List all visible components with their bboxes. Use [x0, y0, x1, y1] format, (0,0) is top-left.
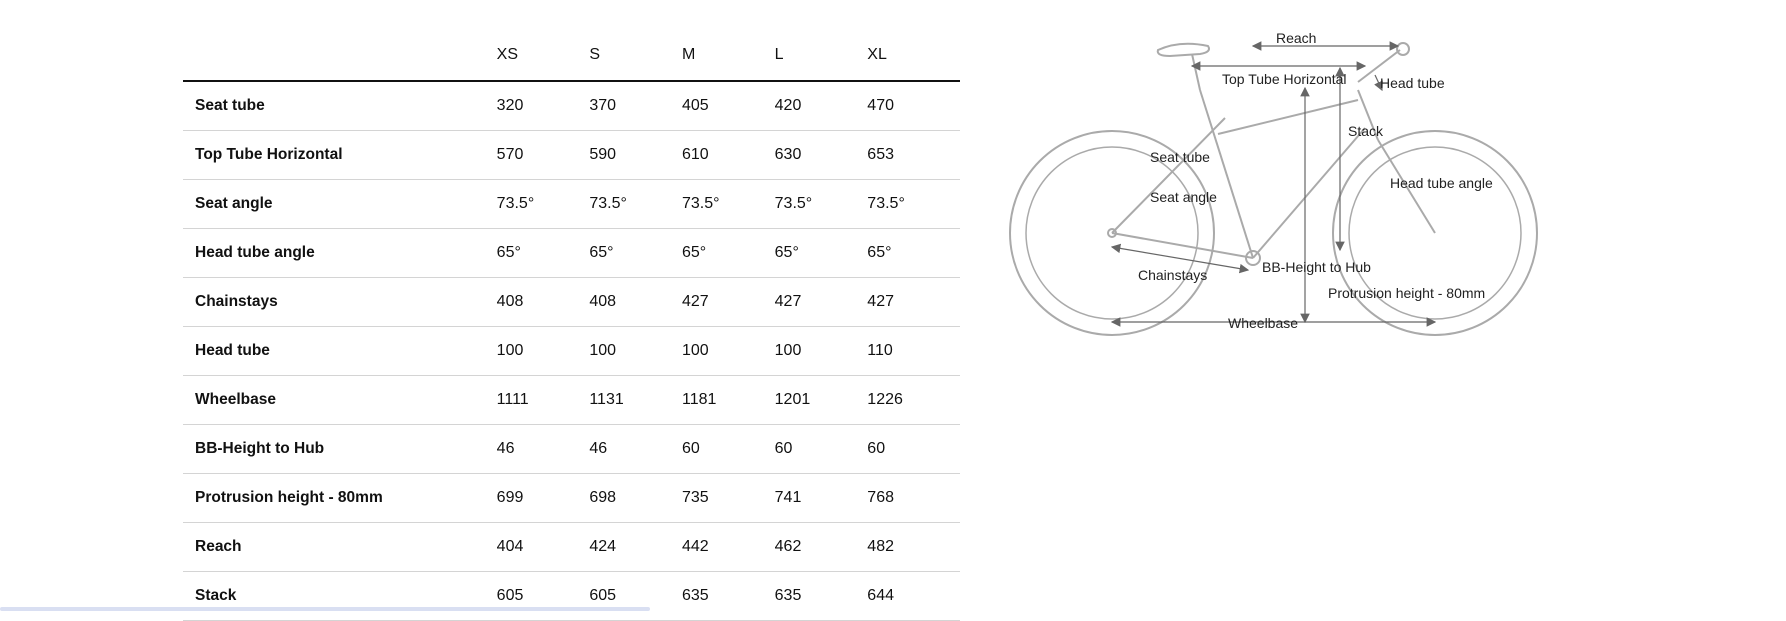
table-row [183, 81, 960, 130]
cell-value: 408 [589, 277, 682, 326]
label-seat-angle: Seat angle [1150, 189, 1217, 205]
cell-value: 65° [497, 228, 590, 277]
table-row [183, 228, 960, 277]
cell-value: 110 [867, 326, 960, 375]
cell-value: 424 [589, 522, 682, 571]
table-row [183, 277, 960, 326]
row-label: Stack [183, 571, 497, 620]
cell-value: 65° [775, 228, 868, 277]
cell-value: 1131 [589, 375, 682, 424]
cell-value: 73.5° [682, 179, 775, 228]
table-row [183, 375, 960, 424]
table-row [183, 326, 960, 375]
cell-value: 427 [682, 277, 775, 326]
table-row [183, 473, 960, 522]
label-bb-height: BB-Height to Hub [1262, 259, 1371, 275]
label-reach: Reach [1276, 30, 1317, 46]
header-size-s: S [589, 30, 682, 81]
cell-value: 73.5° [775, 179, 868, 228]
cell-value: 60 [775, 424, 868, 473]
down-tube [1253, 128, 1365, 258]
table-row [183, 424, 960, 473]
header-size-l: L [775, 30, 868, 81]
cell-value: 635 [775, 571, 868, 620]
table-row [183, 130, 960, 179]
header-empty [183, 30, 497, 81]
cell-value: 635 [682, 571, 775, 620]
label-top-tube: Top Tube Horizontal [1222, 71, 1347, 87]
cell-value: 590 [589, 130, 682, 179]
cell-value: 65° [682, 228, 775, 277]
cell-value: 370 [589, 81, 682, 130]
cell-value: 442 [682, 522, 775, 571]
cell-value: 320 [497, 81, 590, 130]
label-stack: Stack [1348, 123, 1384, 139]
top-tube [1218, 100, 1358, 134]
cell-value: 60 [682, 424, 775, 473]
diagram-labels [1138, 30, 1493, 331]
cell-value: 470 [867, 81, 960, 130]
cell-value: 408 [497, 277, 590, 326]
horizontal-scrollbar[interactable] [0, 607, 650, 611]
label-chainstays: Chainstays [1138, 267, 1208, 283]
cell-value: 482 [867, 522, 960, 571]
table-row [183, 522, 960, 571]
cell-value: 427 [867, 277, 960, 326]
cell-value: 73.5° [497, 179, 590, 228]
seat-tube [1200, 90, 1253, 258]
header-size-xl: XL [867, 30, 960, 81]
cell-value: 1201 [775, 375, 868, 424]
seat-post [1192, 54, 1200, 90]
table-row [183, 571, 960, 620]
cell-value: 653 [867, 130, 960, 179]
cell-value: 100 [497, 326, 590, 375]
label-seat-tube: Seat tube [1150, 149, 1210, 165]
bike-geometry-diagram [1000, 30, 1560, 350]
cell-value: 100 [775, 326, 868, 375]
label-head-tube-angle: Head tube angle [1390, 175, 1493, 191]
label-wheelbase: Wheelbase [1228, 315, 1299, 331]
label-head-tube: Head tube [1380, 75, 1445, 91]
cell-value: 605 [497, 571, 590, 620]
cell-value: 630 [775, 130, 868, 179]
cell-value: 1111 [497, 375, 590, 424]
cell-value: 605 [589, 571, 682, 620]
geometry-table [183, 30, 960, 621]
cell-value: 404 [497, 522, 590, 571]
row-label: Chainstays [183, 277, 497, 326]
cell-value: 1181 [682, 375, 775, 424]
cell-value: 1226 [867, 375, 960, 424]
label-protrusion: Protrusion height - 80mm [1328, 285, 1486, 301]
cell-value: 100 [682, 326, 775, 375]
cell-value: 462 [775, 522, 868, 571]
row-label: Reach [183, 522, 497, 571]
row-label: Top Tube Horizontal [183, 130, 497, 179]
chainstay [1112, 233, 1253, 258]
row-label: Wheelbase [183, 375, 497, 424]
cell-value: 610 [682, 130, 775, 179]
cell-value: 46 [589, 424, 682, 473]
table-row [183, 179, 960, 228]
handlebar [1397, 43, 1409, 55]
row-label: Seat tube [183, 81, 497, 130]
cell-value: 60 [867, 424, 960, 473]
cell-value: 741 [775, 473, 868, 522]
cell-value: 699 [497, 473, 590, 522]
cell-value: 65° [867, 228, 960, 277]
cell-value: 427 [775, 277, 868, 326]
table-body [183, 81, 960, 620]
header-row [183, 30, 960, 81]
cell-value: 73.5° [589, 179, 682, 228]
cell-value: 644 [867, 571, 960, 620]
cell-value: 570 [497, 130, 590, 179]
row-label: Seat angle [183, 179, 497, 228]
row-label: Head tube angle [183, 228, 497, 277]
cell-value: 46 [497, 424, 590, 473]
cell-value: 768 [867, 473, 960, 522]
cell-value: 73.5° [867, 179, 960, 228]
seat-stay [1112, 118, 1225, 233]
cell-value: 735 [682, 473, 775, 522]
cell-value: 100 [589, 326, 682, 375]
saddle [1158, 44, 1209, 56]
cell-value: 420 [775, 81, 868, 130]
row-label: Protrusion height - 80mm [183, 473, 497, 522]
row-label: Head tube [183, 326, 497, 375]
cell-value: 65° [589, 228, 682, 277]
cell-value: 698 [589, 473, 682, 522]
header-size-m: M [682, 30, 775, 81]
cell-value: 405 [682, 81, 775, 130]
row-label: BB-Height to Hub [183, 424, 497, 473]
header-size-xs: XS [497, 30, 590, 81]
